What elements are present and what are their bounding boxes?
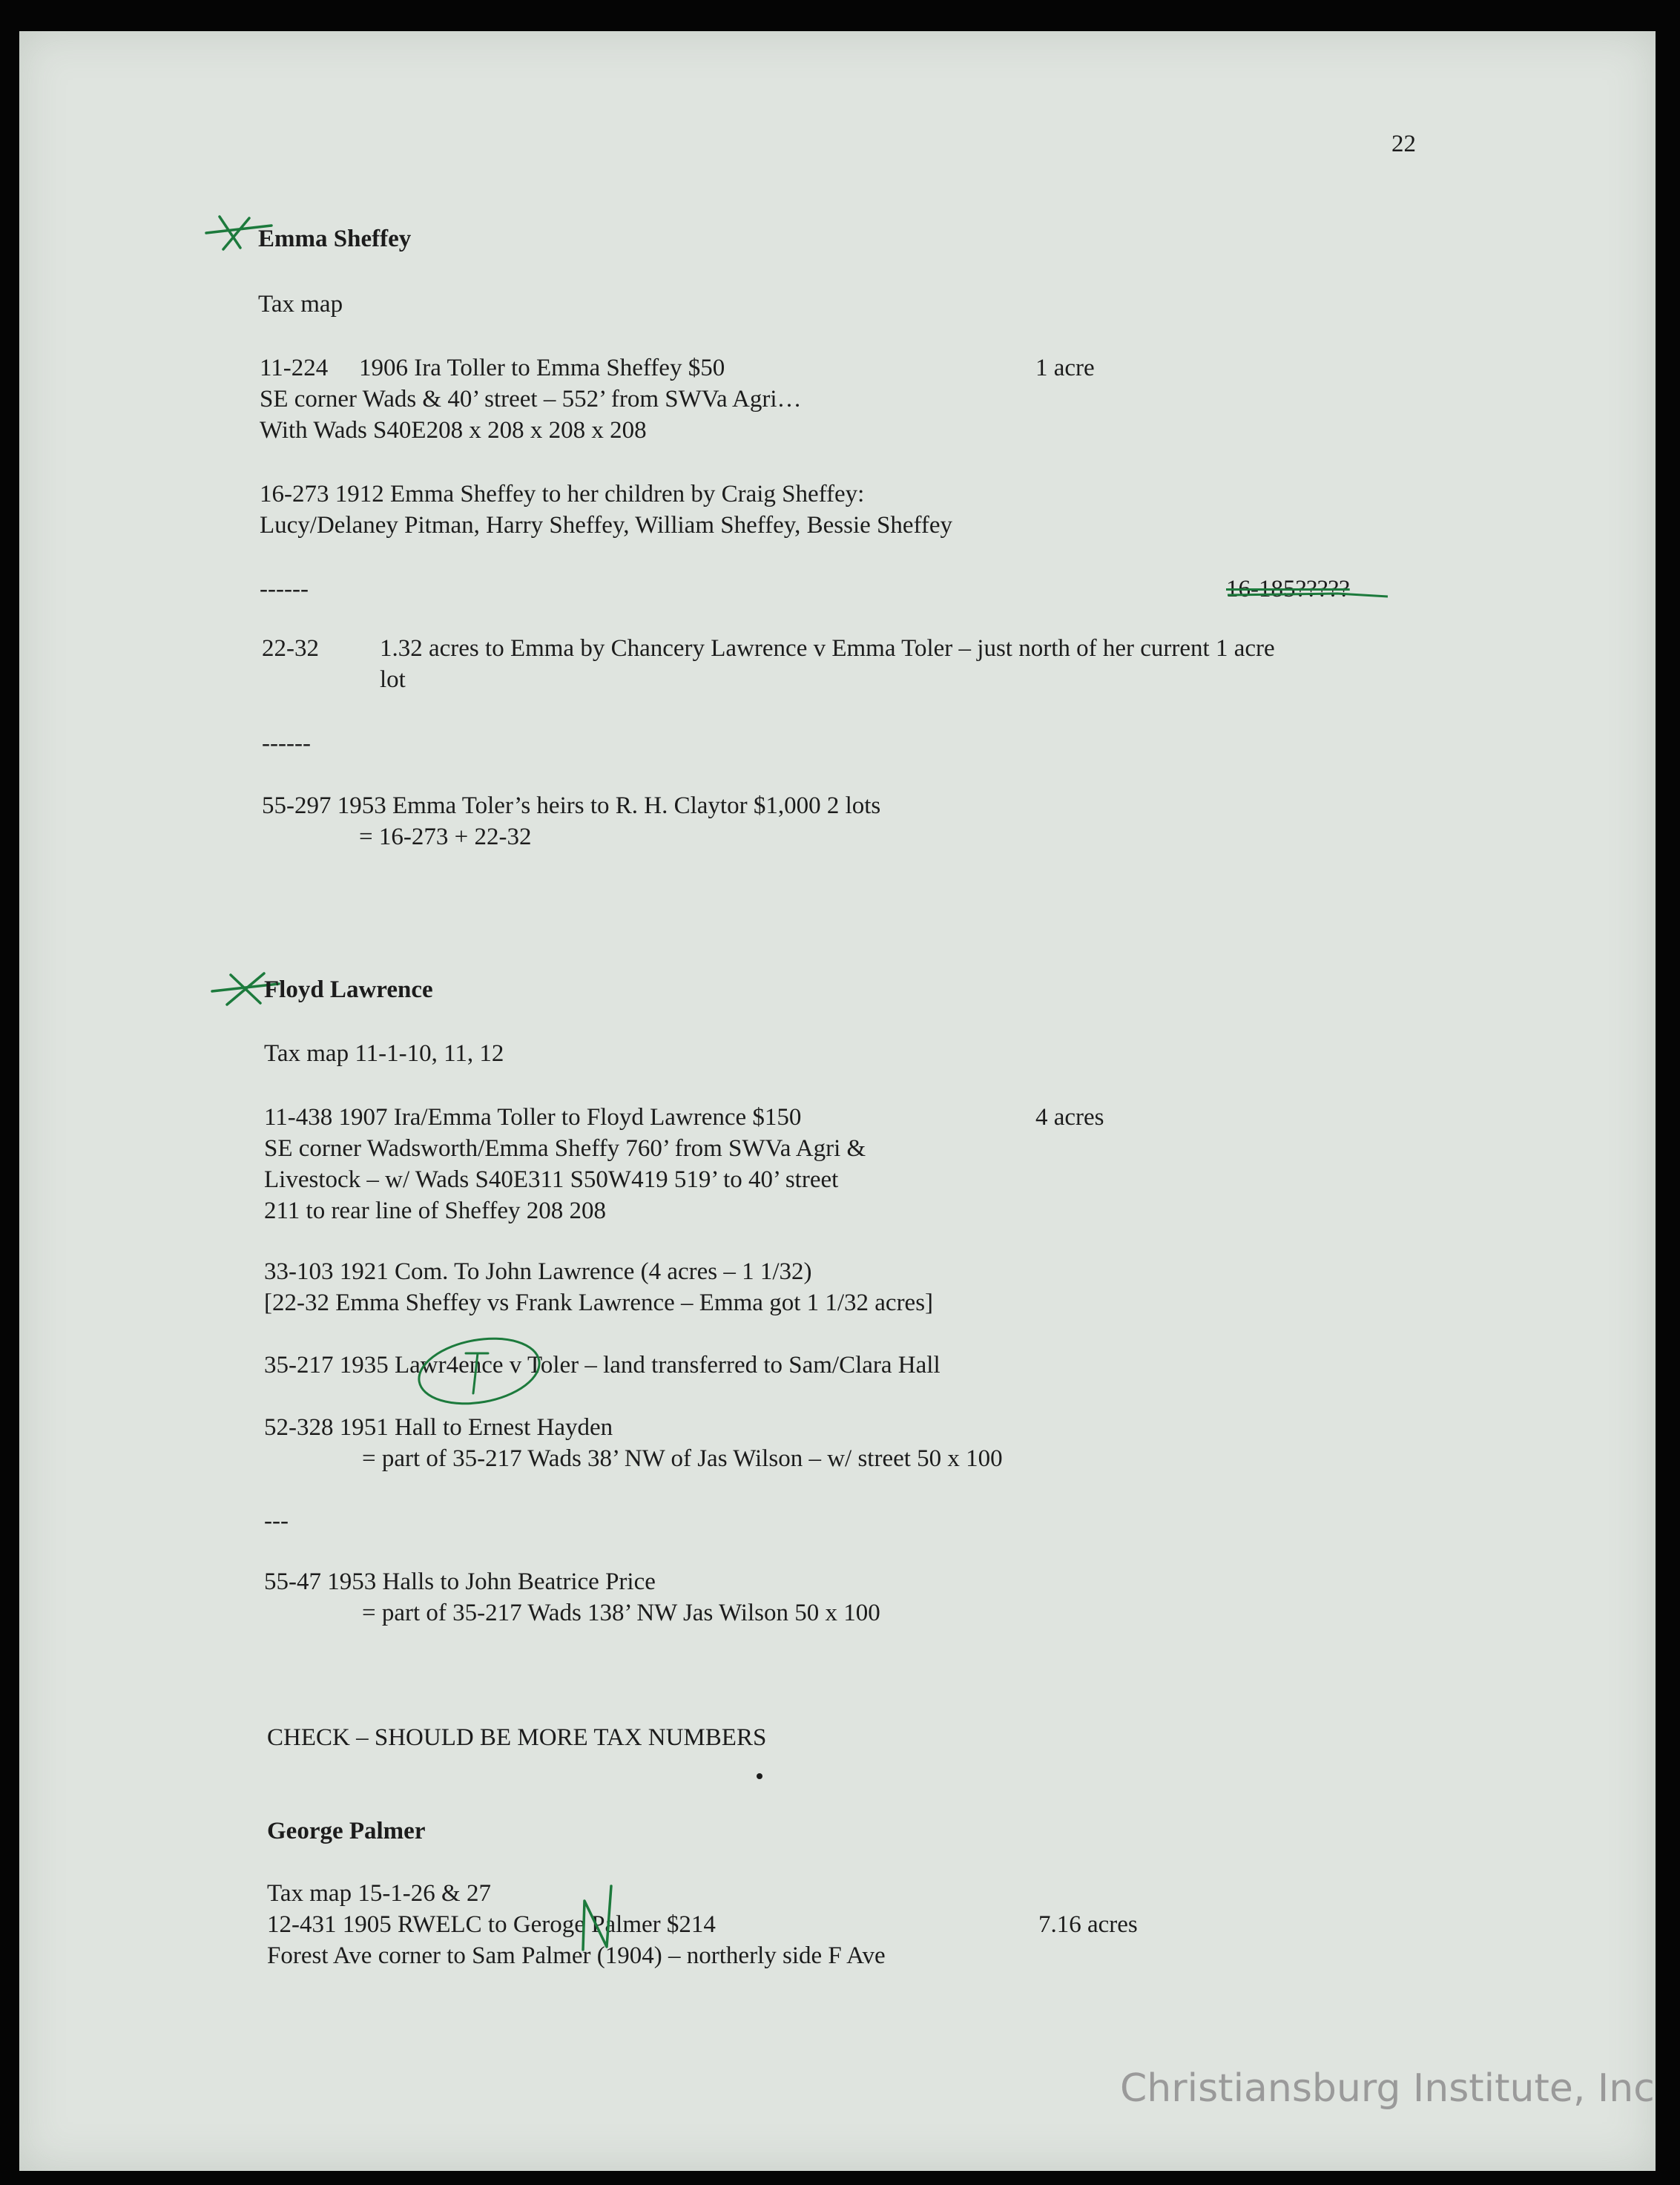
record-line: [22-32 Emma Sheffey vs Frank Lawrence – Emma got 1 1/32 acres] <box>264 1289 934 1316</box>
record-ref: 11-224 <box>260 355 329 381</box>
ink-dot <box>757 1773 762 1779</box>
record-line: Forest Ave corner to Sam Palmer (1904) – northerly side F Ave <box>267 1942 886 1969</box>
record-line: 35-217 1935 Lawr4ence v Toler – land transferred to Sam/Clara Hall <box>264 1352 941 1379</box>
tax-map-label: Tax map <box>258 291 343 318</box>
record-line: 52-328 1951 Hall to Ernest Hayden <box>264 1414 613 1441</box>
record-acres: 7.16 acres <box>1038 1911 1138 1938</box>
record-line: Livestock – w/ Wads S40E311 S50W419 519’ to 40’ street <box>264 1166 839 1193</box>
record-line: 55-47 1953 Halls to John Beatrice Price <box>264 1568 656 1595</box>
record-text: 11-438 1907 Ira/Emma Toller to Floyd Lawrence $150 <box>264 1104 802 1131</box>
separator-dashes: ------ <box>262 730 311 757</box>
record-line: = part of 35-217 Wads 138’ NW Jas Wilson 50 x 100 <box>362 1600 880 1626</box>
record-text: 1.32 acres to Emma by Chancery Lawrence v Emma Toler – just north of her current 1 acre <box>380 635 1275 662</box>
struck-out-note: 16-185????? <box>1226 576 1350 602</box>
record-line: SE corner Wads & 40’ street – 552’ from SWVa Agri… <box>260 386 802 413</box>
record-line: = part of 35-217 Wads 38’ NW of Jas Wilson – w/ street 50 x 100 <box>362 1445 1003 1472</box>
record-ref: 22-32 <box>262 635 319 662</box>
strike-through-mark-icon <box>1226 591 1389 599</box>
record-line: 211 to rear line of Sheffey 208 208 <box>264 1197 606 1224</box>
check-note: CHECK – SHOULD BE MORE TAX NUMBERS <box>267 1724 767 1751</box>
record-line: Lucy/Delaney Pitman, Harry Sheffey, William Sheffey, Bessie Sheffey <box>260 512 953 539</box>
watermark: Christiansburg Institute, Inc <box>1120 2066 1655 2111</box>
document-page <box>19 31 1656 2171</box>
record-line: 12-431 1905 RWELC to Geroge Palmer $214 <box>267 1911 716 1938</box>
section-heading-emma-sheffey: Emma Sheffey <box>258 226 412 252</box>
tax-map-label: Tax map 11-1-10, 11, 12 <box>264 1040 504 1067</box>
record-acres: 1 acre <box>1035 355 1095 381</box>
record-line: 55-297 1953 Emma Toler’s heirs to R. H. Claytor $1,000 2 lots <box>262 792 881 819</box>
page-number: 22 <box>1391 131 1416 157</box>
record-line: 33-103 1921 Com. To John Lawrence (4 acres – 1 1/32) <box>264 1258 812 1285</box>
separator-dashes: ------ <box>260 576 309 602</box>
record-line: With Wads S40E208 x 208 x 208 x 208 <box>260 417 647 444</box>
tax-map-label: Tax map 15-1-26 & 27 <box>267 1880 491 1907</box>
separator-dashes: --- <box>264 1508 289 1534</box>
record-line: lot <box>380 666 406 693</box>
record-line: 16-273 1912 Emma Sheffey to her children by Craig Sheffey: <box>260 481 865 507</box>
circled-correction-mark-icon <box>414 1331 547 1413</box>
record-line: = 16-273 + 22-32 <box>359 824 532 850</box>
record-text: 1906 Ira Toller to Emma Sheffey $50 <box>359 355 725 381</box>
record-line: SE corner Wadsworth/Emma Sheffy 760’ from SWVa Agri & <box>264 1135 866 1162</box>
record-acres: 4 acres <box>1035 1104 1104 1131</box>
section-heading-george-palmer: George Palmer <box>267 1818 426 1844</box>
section-heading-floyd-lawrence: Floyd Lawrence <box>264 976 433 1003</box>
